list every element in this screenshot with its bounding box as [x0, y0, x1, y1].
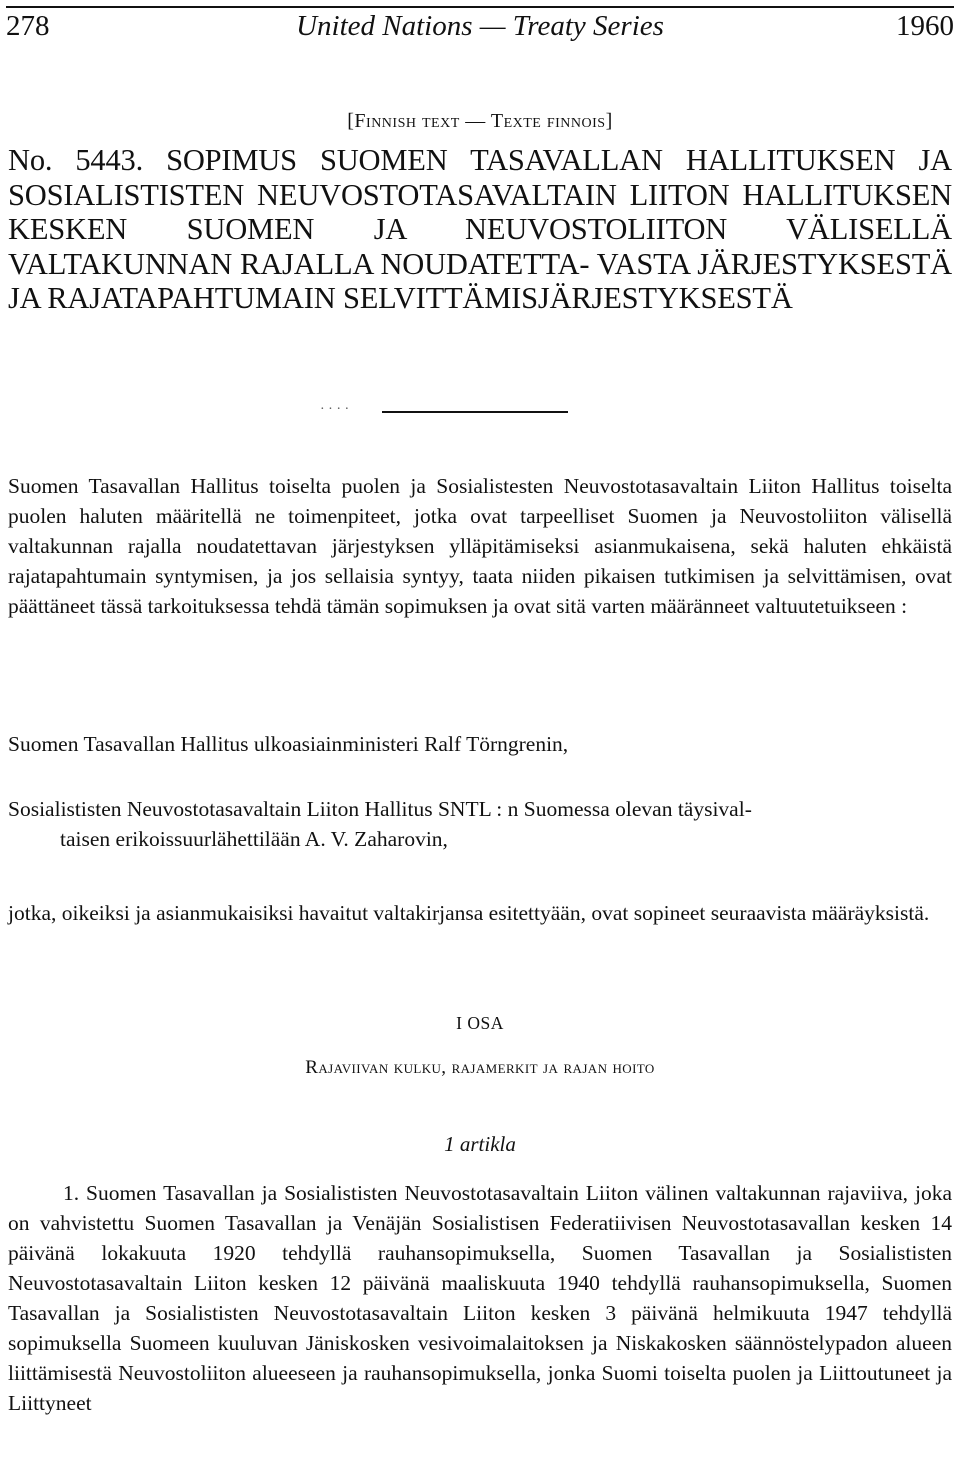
- plenipotentiary-ussr-line2: taisen erikoissuurlähettilään A. V. Zaharovin,: [60, 827, 448, 851]
- running-header: [6, 4, 954, 48]
- plenipotentiary-ussr: [8, 794, 952, 854]
- article-paragraph: 1. Suomen Tasavallan ja Sosialististen Neuvostotasavaltain Liiton välinen valtakunnan rajaviiva, joka on vahvistettu Suomen Tasavallan ja Venäjän Sosialistisen Federatiivisen Neuvostotasavallan kesken 14 päivänä lokakuuta 1920 tehdyllä rauhansopimuksella, Suomen Tasavallan ja Sosialististen Neuvostotasavaltain Liiton kesken 12 päivänä maaliskuuta 1940 tehdyllä rauhansopimuksella, Suomen Tasavallan ja Sosialististen Neuvostotasavaltain Liiton kesken 3 päivänä helmikuuta 1947 tehdyllä sopimuksella Suomeen kuuluvan Jäniskosken vesivoimalaitoksen ja Niskakosken säännöstelypadon alueen liittämisestä Neuvostoliiton alueeseen ja rauhansopimuksella, jonka Suomi toiselta puolen ja Liittoutuneet ja Liittyneet: [8, 1181, 952, 1415]
- separator-dots: · · · ·: [320, 402, 350, 417]
- page-number: 278: [6, 10, 50, 42]
- part-title: Rajaviivan kulku, rajamerkit ja rajan hoito: [305, 1057, 655, 1078]
- plenipotentiary-ussr-line1: Sosialististen Neuvostotasavaltain Liiton Hallitus SNTL : n Suomessa olevan täysival-: [8, 797, 752, 821]
- publication-year: 1960: [896, 10, 954, 42]
- treaty-title: No. 5443. SOPIMUS SUOMEN TASAVALLAN HALLITUKSEN JA SOSIALISTISTEN NEUVOSTOTASAVALTAIN LIITON HALLITUKSEN KESKEN SUOMEN JA NEUVOSTOLIITON VÄLISELLÄ VALTAKUNNAN RAJALLA NOUDATETTA- VASTA JÄRJESTYKSESTÄ JA RAJATAPAHTUMAIN SELVITTÄMISJÄRJESTYKSESTÄ: [8, 143, 952, 315]
- plenipotentiary-finland: Suomen Tasavallan Hallitus ulkoasiainministeri Ralf Törngrenin,: [8, 732, 569, 756]
- journal-title: United Nations — Treaty Series: [296, 10, 664, 42]
- closing-paragraph: jotka, oikeiksi ja asianmukaisiksi havaitut valtakirjansa esitettyään, ovat sopineet seuraavista määräyksistä.: [8, 901, 930, 925]
- language-label: [Finnish text — Texte finnois]: [347, 110, 613, 132]
- part-label: I OSA: [456, 1013, 504, 1033]
- article-title: 1 artikla: [444, 1132, 516, 1156]
- preamble-paragraph: Suomen Tasavallan Hallitus toiselta puolen ja Sosialistesten Neuvostotasavaltain Liiton Hallitus toiselta puolen haluten määritellä ne toimenpiteet, jotka ovat tarpeelliset Suomen ja Neuvostoliiton välisellä valtakunnan rajalla noudatettavan järjestyksen ylläpitämiseksi asianmukaisena, sekä haluten ehkäistä rajatapahtumain syntymisen, ja jos sellaisia syntyy, taata niiden pikaisen tutkimisen ja selvittämisen, ovat päättäneet tässä tarkoituksessa tehdä tämän sopimuksen ja ovat sitä varten määränneet valtuutetuikseen :: [8, 474, 952, 618]
- section-separator: [382, 411, 568, 413]
